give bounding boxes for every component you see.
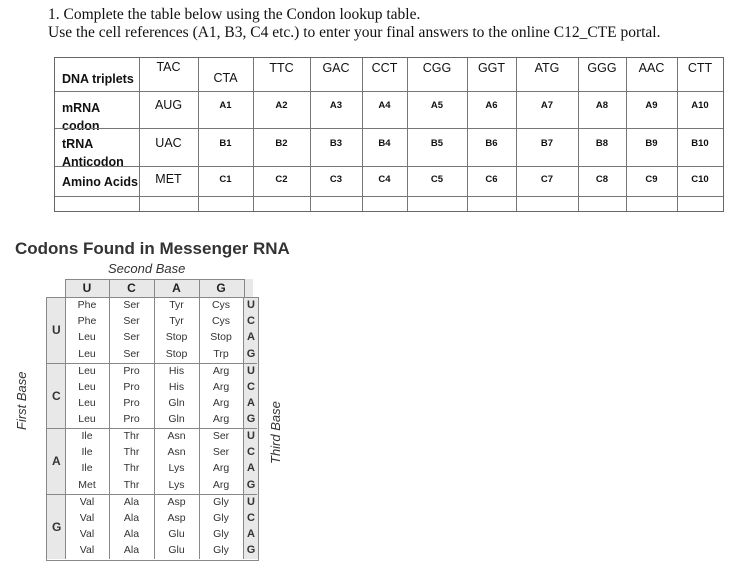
amino-acid: Glu [168, 527, 185, 540]
third-base-label: Third Base [268, 401, 283, 464]
dna-triplet-8: ATG [534, 61, 560, 75]
dna-triplet-2: CTA [213, 71, 238, 85]
column-divider [253, 58, 254, 211]
dna-triplet-1: TAC [156, 60, 181, 74]
row-divider [55, 91, 723, 92]
amino-acid: Ser [123, 299, 140, 311]
third-base-u: U [247, 495, 255, 508]
amino-acid: Val [79, 495, 95, 508]
row-label-mrna-line1: mRNA [62, 101, 101, 115]
codon-table [46, 279, 266, 561]
amino-cell-9: C8 [595, 174, 609, 185]
mrna-cell-7: A6 [485, 100, 498, 111]
dna-triplet-4: GAC [322, 61, 350, 75]
amino-acid: Gln [168, 413, 185, 426]
amino-cell-3: C2 [275, 174, 288, 185]
mrna-cell-9: A8 [595, 100, 609, 111]
third-base-g: G [246, 347, 256, 360]
dna-triplet-11: CTT [687, 61, 713, 75]
amino-acid: Phe [77, 299, 97, 311]
first-base-u: U [52, 323, 61, 337]
first-base-c: C [52, 388, 61, 403]
amino-acid: Ile [81, 430, 93, 442]
trna-cell-4: B3 [329, 138, 343, 149]
amino-acid: Stop [165, 347, 188, 360]
amino-acid: Ala [123, 511, 140, 524]
second-base-c: C [127, 281, 136, 295]
mrna-cell-2: A1 [219, 100, 232, 111]
trna-cell-9: B8 [595, 138, 609, 149]
amino-acid: Gly [213, 511, 229, 524]
column-divider [677, 58, 678, 211]
column-divider [626, 58, 627, 211]
amino-acid: Gln [168, 396, 185, 409]
block-line [46, 428, 257, 429]
amino-acid: Pro [123, 413, 140, 426]
amino-acid: Arg [212, 380, 230, 393]
amino-acid: Ala [123, 527, 140, 540]
dna-triplet-5: CCT [371, 61, 398, 75]
dna-triplet-10: AAC [638, 61, 665, 75]
amino-acid: Pro [123, 380, 140, 393]
row-label-trna-line2: Anticodon [62, 155, 124, 169]
mrna-cell-3: A2 [275, 100, 288, 111]
amino-cell-7: C6 [485, 174, 498, 185]
instruction-line-2: Use the cell references (A1, B3, C4 etc.) to enter your final answers to the online C12_CTE portal. [48, 24, 661, 41]
amino-acid: Ser [123, 331, 140, 344]
mrna-cell-10: A9 [645, 100, 658, 111]
block-line [46, 494, 257, 495]
amino-acid: Gly [213, 527, 229, 540]
amino-acid: Stop [165, 331, 188, 344]
third-base-a: A [247, 331, 255, 344]
amino-acid: Ser [123, 347, 140, 360]
first-base-label: First Base [14, 371, 29, 430]
amino-acid: His [168, 364, 185, 377]
mrna-cell-4: A3 [329, 100, 343, 111]
second-base-u: U [82, 281, 92, 295]
trna-cell-10: B9 [645, 138, 658, 149]
row-label-mrna [62, 99, 100, 135]
amino-acid: Met [78, 478, 96, 491]
instructions [48, 6, 661, 42]
amino-acid: Arg [212, 462, 230, 475]
amino-acid: Asp [167, 511, 186, 524]
column-divider [578, 58, 579, 211]
amino-acid: Cys [211, 299, 231, 311]
amino-acid: Leu [78, 413, 96, 426]
third-base-a: A [247, 396, 255, 409]
amino-acid: Asn [167, 430, 186, 442]
mrna-cell-6: A5 [430, 100, 444, 111]
third-base-g: G [246, 544, 256, 557]
amino-acid: Phe [77, 315, 97, 328]
row-divider [55, 166, 723, 167]
third-base-g: G [246, 478, 256, 491]
trna-cell-2: B1 [219, 138, 232, 149]
amino-acid: Trp [213, 347, 229, 360]
amino-acid: Lys [168, 478, 185, 491]
amino-acid: Val [79, 527, 95, 540]
trna-cell-8: B7 [540, 138, 554, 149]
amino-acid: Leu [78, 380, 96, 393]
column-divider [407, 58, 408, 211]
row-label-amino: Amino Acids [62, 175, 138, 189]
answer-table [54, 57, 724, 212]
amino-acid: Leu [78, 364, 96, 377]
amino-acid: Arg [212, 478, 230, 491]
second-base-g: G [216, 281, 226, 295]
amino-acid: Tyr [169, 299, 184, 311]
amino-acid: Ala [123, 544, 140, 557]
amino-acid: Arg [212, 413, 230, 426]
amino-acid: Val [79, 511, 95, 524]
third-base-c: C [247, 446, 255, 459]
amino-acid: Arg [212, 396, 230, 409]
amino-acid: Gly [213, 544, 229, 557]
amino-acid: Lys [168, 462, 185, 475]
amino-acid: Thr [123, 478, 140, 491]
amino-acid: Ala [123, 495, 140, 508]
amino-acid: Ser [212, 430, 230, 442]
amino-acid: His [168, 380, 185, 393]
dna-triplet-6: CGG [422, 61, 452, 75]
amino-acid: Thr [123, 446, 140, 459]
amino-acid: Thr [123, 430, 140, 442]
column-divider [516, 58, 517, 211]
trna-cell-11: B10 [691, 138, 709, 149]
third-base-u: U [247, 364, 255, 377]
instruction-line-1: 1. Complete the table below using the Condon lookup table. [48, 6, 421, 23]
amino-acid: Asn [167, 446, 186, 459]
amino-acid: Tyr [169, 315, 184, 328]
third-base-c: C [247, 315, 255, 328]
amino-acid: Val [79, 544, 95, 557]
amino-acid: Ile [81, 462, 93, 475]
codon-table-title: Codons Found in Messenger RNA [15, 239, 290, 258]
row-label-dna: DNA triplets [62, 72, 134, 86]
third-base-c: C [247, 380, 255, 393]
third-base-c: C [247, 511, 255, 524]
trna-cell-1: UAC [155, 136, 182, 150]
row-label-trna-line1: tRNA [62, 137, 94, 151]
amino-acid: Cys [211, 315, 231, 328]
column-divider [310, 58, 311, 211]
column-divider [139, 58, 140, 211]
trna-cell-3: B2 [275, 138, 288, 149]
second-base-label: Second Base [108, 261, 186, 276]
amino-cell-11: C10 [691, 174, 709, 185]
amino-acid: Glu [168, 544, 185, 557]
column-divider [362, 58, 363, 211]
amino-acid: Asp [167, 495, 186, 508]
third-base-a: A [247, 462, 255, 475]
amino-cell-5: C4 [378, 174, 391, 185]
dna-triplet-7: GGT [477, 61, 506, 75]
dna-triplet-3: TTC [269, 61, 294, 75]
amino-cell-10: C9 [645, 174, 658, 185]
first-base-g: G [52, 519, 62, 534]
row-label-mrna-line2: codon [62, 119, 100, 133]
amino-cell-2: C1 [219, 174, 232, 185]
mrna-cell-1: AUG [154, 98, 183, 112]
trna-cell-5: B4 [378, 138, 391, 149]
amino-acid: Thr [123, 462, 140, 475]
amino-acid: Leu [78, 396, 96, 409]
amino-cell-8: C7 [540, 174, 554, 185]
amino-acid: Ile [81, 446, 93, 459]
amino-cell-1: MET [155, 172, 182, 186]
second-base-a: A [172, 281, 181, 295]
trna-cell-7: B6 [485, 138, 498, 149]
amino-acid: Pro [123, 364, 140, 377]
amino-acid: Ser [123, 315, 140, 328]
amino-acid: Leu [78, 347, 96, 360]
third-base-u: U [247, 430, 255, 442]
amino-acid: Stop [210, 331, 232, 344]
mrna-cell-5: A4 [378, 100, 391, 111]
third-base-a: A [247, 527, 255, 540]
column-divider [467, 58, 468, 211]
first-base-a: A [52, 454, 61, 468]
third-base-g: G [246, 413, 256, 426]
row-divider [55, 128, 723, 129]
block-line [46, 363, 257, 364]
amino-cell-4: C3 [329, 174, 343, 185]
amino-acid: Gly [213, 495, 229, 508]
mrna-cell-11: A10 [691, 100, 709, 111]
third-base-u: U [247, 299, 255, 311]
dna-triplet-9: GGG [587, 61, 617, 75]
trna-cell-6: B5 [430, 138, 444, 149]
mrna-cell-8: A7 [540, 100, 554, 111]
amino-cell-6: C5 [430, 174, 444, 185]
amino-acid: Pro [123, 396, 140, 409]
amino-acid: Leu [78, 331, 96, 344]
row-divider [55, 196, 723, 197]
amino-acid: Arg [212, 364, 230, 377]
amino-acid: Ser [212, 446, 230, 459]
